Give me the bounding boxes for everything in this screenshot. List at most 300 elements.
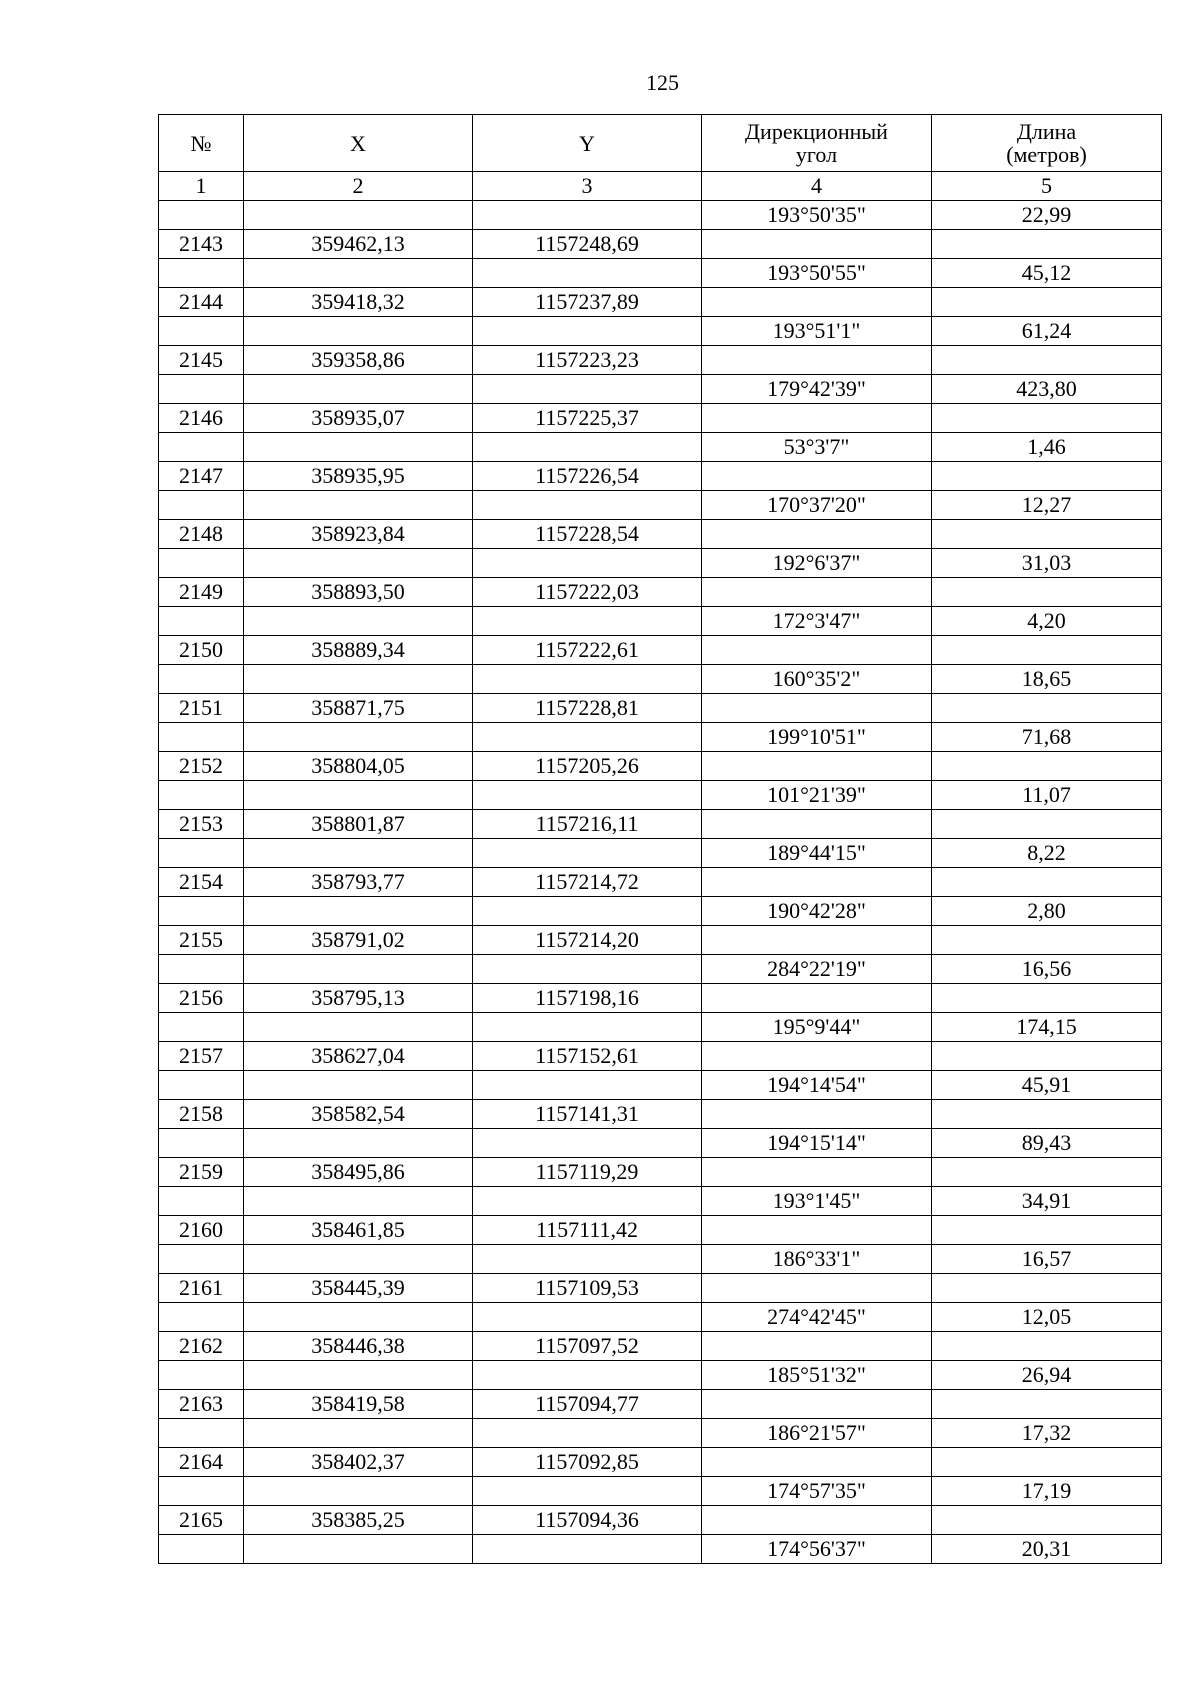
cell-length xyxy=(932,694,1162,723)
table-row xyxy=(159,346,1162,375)
cell-y xyxy=(473,201,702,230)
table-row xyxy=(159,201,1162,230)
cell-num: 2156 xyxy=(159,984,244,1013)
cell-y: 1157198,16 xyxy=(473,984,702,1013)
column-number-row xyxy=(159,172,1162,201)
cell-y xyxy=(473,1535,702,1564)
cell-length xyxy=(932,1100,1162,1129)
table-row xyxy=(159,868,1162,897)
cell-x: 358446,38 xyxy=(244,1332,473,1361)
table-row xyxy=(159,1390,1162,1419)
cell-angle: 170°37'20" xyxy=(702,491,932,520)
cell-x: 358445,39 xyxy=(244,1274,473,1303)
column-number: 4 xyxy=(702,172,932,201)
cell-x: 359462,13 xyxy=(244,230,473,259)
cell-x xyxy=(244,1245,473,1274)
cell-length: 16,56 xyxy=(932,955,1162,984)
cell-length: 174,15 xyxy=(932,1013,1162,1042)
cell-length: 17,32 xyxy=(932,1419,1162,1448)
cell-length xyxy=(932,984,1162,1013)
cell-x: 358791,02 xyxy=(244,926,473,955)
cell-num xyxy=(159,1419,244,1448)
cell-num: 2160 xyxy=(159,1216,244,1245)
cell-num: 2159 xyxy=(159,1158,244,1187)
cell-y xyxy=(473,1361,702,1390)
cell-x xyxy=(244,549,473,578)
cell-x: 358889,34 xyxy=(244,636,473,665)
cell-y xyxy=(473,607,702,636)
cell-x: 358495,86 xyxy=(244,1158,473,1187)
cell-x xyxy=(244,1419,473,1448)
table-row xyxy=(159,839,1162,868)
cell-angle: 194°15'14" xyxy=(702,1129,932,1158)
cell-length: 18,65 xyxy=(932,665,1162,694)
cell-x xyxy=(244,723,473,752)
cell-x xyxy=(244,1129,473,1158)
table-row xyxy=(159,462,1162,491)
table-row xyxy=(159,1216,1162,1245)
cell-num xyxy=(159,723,244,752)
cell-x xyxy=(244,1071,473,1100)
cell-angle xyxy=(702,346,932,375)
cell-length xyxy=(932,868,1162,897)
cell-num: 2149 xyxy=(159,578,244,607)
cell-x: 359358,86 xyxy=(244,346,473,375)
header-length xyxy=(932,115,1162,172)
cell-y xyxy=(473,1071,702,1100)
cell-length xyxy=(932,1216,1162,1245)
cell-y: 1157222,61 xyxy=(473,636,702,665)
cell-y: 1157094,77 xyxy=(473,1390,702,1419)
cell-angle: 193°50'55" xyxy=(702,259,932,288)
cell-length: 20,31 xyxy=(932,1535,1162,1564)
cell-angle xyxy=(702,1506,932,1535)
cell-num: 2152 xyxy=(159,752,244,781)
cell-length xyxy=(932,230,1162,259)
cell-y: 1157097,52 xyxy=(473,1332,702,1361)
cell-length xyxy=(932,810,1162,839)
table-row xyxy=(159,578,1162,607)
cell-num xyxy=(159,665,244,694)
cell-x xyxy=(244,201,473,230)
cell-length xyxy=(932,926,1162,955)
cell-length xyxy=(932,1390,1162,1419)
cell-length: 61,24 xyxy=(932,317,1162,346)
cell-length xyxy=(932,1332,1162,1361)
column-number: 1 xyxy=(159,172,244,201)
table-body xyxy=(159,201,1162,1564)
table-row xyxy=(159,1332,1162,1361)
cell-num: 2158 xyxy=(159,1100,244,1129)
cell-angle xyxy=(702,1448,932,1477)
cell-angle: 284°22'19" xyxy=(702,955,932,984)
table-row xyxy=(159,723,1162,752)
cell-y xyxy=(473,317,702,346)
cell-y xyxy=(473,549,702,578)
cell-angle xyxy=(702,984,932,1013)
cell-angle: 172°3'47" xyxy=(702,607,932,636)
header-num: № xyxy=(159,115,244,172)
table-row xyxy=(159,752,1162,781)
cell-angle: 189°44'15" xyxy=(702,839,932,868)
cell-y xyxy=(473,433,702,462)
cell-length xyxy=(932,520,1162,549)
cell-length: 16,57 xyxy=(932,1245,1162,1274)
cell-num xyxy=(159,1129,244,1158)
cell-num xyxy=(159,1535,244,1564)
table-row xyxy=(159,1158,1162,1187)
cell-length: 45,91 xyxy=(932,1071,1162,1100)
cell-num: 2144 xyxy=(159,288,244,317)
cell-length xyxy=(932,462,1162,491)
cell-y: 1157216,11 xyxy=(473,810,702,839)
cell-length: 4,20 xyxy=(932,607,1162,636)
cell-length xyxy=(932,752,1162,781)
cell-y xyxy=(473,665,702,694)
header-length-line2: (метров) xyxy=(1006,142,1087,167)
table-row xyxy=(159,1535,1162,1564)
cell-angle: 199°10'51" xyxy=(702,723,932,752)
cell-num: 2162 xyxy=(159,1332,244,1361)
cell-num: 2143 xyxy=(159,230,244,259)
cell-x xyxy=(244,375,473,404)
table-row xyxy=(159,897,1162,926)
cell-x: 358793,77 xyxy=(244,868,473,897)
cell-x xyxy=(244,1303,473,1332)
cell-y xyxy=(473,259,702,288)
cell-angle xyxy=(702,636,932,665)
table-row xyxy=(159,1361,1162,1390)
table-row xyxy=(159,1448,1162,1477)
cell-y: 1157222,03 xyxy=(473,578,702,607)
table-row xyxy=(159,259,1162,288)
cell-angle xyxy=(702,1042,932,1071)
cell-angle: 274°42'45" xyxy=(702,1303,932,1332)
cell-num xyxy=(159,1361,244,1390)
cell-x: 358804,05 xyxy=(244,752,473,781)
table-row xyxy=(159,781,1162,810)
cell-angle: 179°42'39" xyxy=(702,375,932,404)
header-length-line1: Длина xyxy=(1016,119,1077,144)
cell-num: 2146 xyxy=(159,404,244,433)
cell-y: 1157205,26 xyxy=(473,752,702,781)
cell-x xyxy=(244,1535,473,1564)
cell-x: 358893,50 xyxy=(244,578,473,607)
table-row xyxy=(159,1245,1162,1274)
table-row xyxy=(159,1187,1162,1216)
coordinates-table xyxy=(158,114,1162,1564)
header-angle-line2: угол xyxy=(795,142,838,167)
cell-x xyxy=(244,1013,473,1042)
table-row xyxy=(159,520,1162,549)
cell-angle xyxy=(702,1332,932,1361)
cell-x: 358627,04 xyxy=(244,1042,473,1071)
cell-x xyxy=(244,665,473,694)
cell-num: 2165 xyxy=(159,1506,244,1535)
cell-y xyxy=(473,375,702,404)
header-y: Y xyxy=(473,115,702,172)
cell-num xyxy=(159,259,244,288)
table-row xyxy=(159,1506,1162,1535)
cell-angle: 193°51'1" xyxy=(702,317,932,346)
table-row xyxy=(159,694,1162,723)
table-row xyxy=(159,1303,1162,1332)
cell-y xyxy=(473,839,702,868)
cell-length: 34,91 xyxy=(932,1187,1162,1216)
header-angle-line1: Дирекционный xyxy=(745,119,888,144)
cell-angle xyxy=(702,462,932,491)
cell-num xyxy=(159,491,244,520)
cell-angle xyxy=(702,810,932,839)
cell-angle xyxy=(702,752,932,781)
cell-num xyxy=(159,317,244,346)
cell-length: 2,80 xyxy=(932,897,1162,926)
column-number: 2 xyxy=(244,172,473,201)
table-row xyxy=(159,404,1162,433)
cell-y xyxy=(473,781,702,810)
cell-angle xyxy=(702,520,932,549)
table-row xyxy=(159,955,1162,984)
cell-y xyxy=(473,491,702,520)
cell-y: 1157214,20 xyxy=(473,926,702,955)
cell-length xyxy=(932,1274,1162,1303)
cell-x xyxy=(244,317,473,346)
cell-y xyxy=(473,1419,702,1448)
cell-length xyxy=(932,404,1162,433)
cell-x: 358923,84 xyxy=(244,520,473,549)
cell-angle xyxy=(702,230,932,259)
cell-x xyxy=(244,1187,473,1216)
cell-angle: 186°21'57" xyxy=(702,1419,932,1448)
cell-num xyxy=(159,607,244,636)
cell-num xyxy=(159,1071,244,1100)
cell-num xyxy=(159,1477,244,1506)
table-row xyxy=(159,984,1162,1013)
cell-x xyxy=(244,1477,473,1506)
cell-length xyxy=(932,1042,1162,1071)
table-row xyxy=(159,549,1162,578)
cell-length: 22,99 xyxy=(932,201,1162,230)
cell-y: 1157248,69 xyxy=(473,230,702,259)
cell-angle: 195°9'44" xyxy=(702,1013,932,1042)
table-row xyxy=(159,288,1162,317)
cell-num xyxy=(159,549,244,578)
table-row xyxy=(159,433,1162,462)
cell-num xyxy=(159,1013,244,1042)
cell-y xyxy=(473,1477,702,1506)
page-number: 125 xyxy=(646,70,679,95)
cell-length: 1,46 xyxy=(932,433,1162,462)
cell-length xyxy=(932,636,1162,665)
cell-num: 2147 xyxy=(159,462,244,491)
cell-num: 2151 xyxy=(159,694,244,723)
cell-x xyxy=(244,433,473,462)
cell-num: 2145 xyxy=(159,346,244,375)
cell-num xyxy=(159,1245,244,1274)
table-row xyxy=(159,1129,1162,1158)
cell-x xyxy=(244,491,473,520)
cell-y: 1157214,72 xyxy=(473,868,702,897)
cell-y: 1157111,42 xyxy=(473,1216,702,1245)
table-row xyxy=(159,491,1162,520)
cell-length: 26,94 xyxy=(932,1361,1162,1390)
table-row xyxy=(159,1042,1162,1071)
cell-num xyxy=(159,897,244,926)
cell-num: 2155 xyxy=(159,926,244,955)
cell-angle: 160°35'2" xyxy=(702,665,932,694)
cell-x xyxy=(244,955,473,984)
cell-angle: 193°50'35" xyxy=(702,201,932,230)
table-row xyxy=(159,1100,1162,1129)
cell-y: 1157228,54 xyxy=(473,520,702,549)
table-header xyxy=(159,115,1162,201)
cell-length: 8,22 xyxy=(932,839,1162,868)
cell-length: 423,80 xyxy=(932,375,1162,404)
cell-y: 1157223,23 xyxy=(473,346,702,375)
cell-length xyxy=(932,1448,1162,1477)
cell-x: 358795,13 xyxy=(244,984,473,1013)
cell-angle xyxy=(702,1390,932,1419)
cell-num: 2153 xyxy=(159,810,244,839)
cell-y: 1157228,81 xyxy=(473,694,702,723)
header-row xyxy=(159,115,1162,172)
table-row xyxy=(159,317,1162,346)
cell-angle: 174°57'35" xyxy=(702,1477,932,1506)
cell-length: 11,07 xyxy=(932,781,1162,810)
cell-angle: 101°21'39" xyxy=(702,781,932,810)
cell-x xyxy=(244,259,473,288)
cell-length xyxy=(932,1158,1162,1187)
cell-y: 1157225,37 xyxy=(473,404,702,433)
table-row xyxy=(159,1477,1162,1506)
column-number: 5 xyxy=(932,172,1162,201)
table-row xyxy=(159,636,1162,665)
cell-angle: 192°6'37" xyxy=(702,549,932,578)
cell-y: 1157237,89 xyxy=(473,288,702,317)
cell-length: 71,68 xyxy=(932,723,1162,752)
cell-angle: 194°14'54" xyxy=(702,1071,932,1100)
cell-y: 1157094,36 xyxy=(473,1506,702,1535)
cell-x xyxy=(244,839,473,868)
cell-y: 1157152,61 xyxy=(473,1042,702,1071)
cell-angle xyxy=(702,288,932,317)
cell-y xyxy=(473,955,702,984)
cell-num: 2157 xyxy=(159,1042,244,1071)
cell-angle: 186°33'1" xyxy=(702,1245,932,1274)
table-row xyxy=(159,1419,1162,1448)
cell-x: 358935,07 xyxy=(244,404,473,433)
cell-angle: 190°42'28" xyxy=(702,897,932,926)
table-row xyxy=(159,607,1162,636)
cell-angle xyxy=(702,404,932,433)
cell-num xyxy=(159,1187,244,1216)
cell-x: 358582,54 xyxy=(244,1100,473,1129)
cell-length: 17,19 xyxy=(932,1477,1162,1506)
table-row xyxy=(159,1071,1162,1100)
cell-x xyxy=(244,781,473,810)
table-row xyxy=(159,1013,1162,1042)
cell-num xyxy=(159,201,244,230)
cell-y: 1157141,31 xyxy=(473,1100,702,1129)
cell-num: 2148 xyxy=(159,520,244,549)
cell-angle: 193°1'45" xyxy=(702,1187,932,1216)
cell-y xyxy=(473,723,702,752)
header-x: X xyxy=(244,115,473,172)
cell-num: 2164 xyxy=(159,1448,244,1477)
cell-y xyxy=(473,1129,702,1158)
cell-length: 89,43 xyxy=(932,1129,1162,1158)
cell-x: 358801,87 xyxy=(244,810,473,839)
cell-angle: 174°56'37" xyxy=(702,1535,932,1564)
cell-num: 2163 xyxy=(159,1390,244,1419)
cell-num xyxy=(159,1303,244,1332)
cell-length xyxy=(932,1506,1162,1535)
cell-num xyxy=(159,433,244,462)
cell-num xyxy=(159,955,244,984)
cell-x xyxy=(244,607,473,636)
cell-y xyxy=(473,1245,702,1274)
cell-y: 1157226,54 xyxy=(473,462,702,491)
cell-num: 2154 xyxy=(159,868,244,897)
cell-angle: 185°51'32" xyxy=(702,1361,932,1390)
cell-x xyxy=(244,897,473,926)
cell-angle xyxy=(702,926,932,955)
cell-y xyxy=(473,1187,702,1216)
cell-angle xyxy=(702,1100,932,1129)
cell-angle: 53°3'7" xyxy=(702,433,932,462)
cell-length xyxy=(932,288,1162,317)
cell-x: 358419,58 xyxy=(244,1390,473,1419)
cell-num xyxy=(159,375,244,404)
cell-num: 2161 xyxy=(159,1274,244,1303)
cell-length xyxy=(932,346,1162,375)
table-row xyxy=(159,810,1162,839)
cell-length: 31,03 xyxy=(932,549,1162,578)
cell-length xyxy=(932,578,1162,607)
cell-x: 358402,37 xyxy=(244,1448,473,1477)
cell-x: 358871,75 xyxy=(244,694,473,723)
table-row xyxy=(159,1274,1162,1303)
table-row xyxy=(159,926,1162,955)
cell-x: 358461,85 xyxy=(244,1216,473,1245)
cell-x: 358385,25 xyxy=(244,1506,473,1535)
cell-angle xyxy=(702,1158,932,1187)
cell-angle xyxy=(702,1274,932,1303)
cell-length: 12,05 xyxy=(932,1303,1162,1332)
cell-x: 359418,32 xyxy=(244,288,473,317)
cell-y xyxy=(473,1013,702,1042)
cell-angle xyxy=(702,578,932,607)
table-row xyxy=(159,375,1162,404)
cell-y: 1157092,85 xyxy=(473,1448,702,1477)
cell-x: 358935,95 xyxy=(244,462,473,491)
cell-angle xyxy=(702,1216,932,1245)
cell-num: 2150 xyxy=(159,636,244,665)
cell-y: 1157119,29 xyxy=(473,1158,702,1187)
cell-y: 1157109,53 xyxy=(473,1274,702,1303)
cell-length: 12,27 xyxy=(932,491,1162,520)
cell-y xyxy=(473,1303,702,1332)
table-row xyxy=(159,230,1162,259)
cell-angle xyxy=(702,694,932,723)
cell-num xyxy=(159,781,244,810)
cell-x xyxy=(244,1361,473,1390)
cell-y xyxy=(473,897,702,926)
header-angle xyxy=(702,115,932,172)
column-number: 3 xyxy=(473,172,702,201)
cell-num xyxy=(159,839,244,868)
cell-angle xyxy=(702,868,932,897)
